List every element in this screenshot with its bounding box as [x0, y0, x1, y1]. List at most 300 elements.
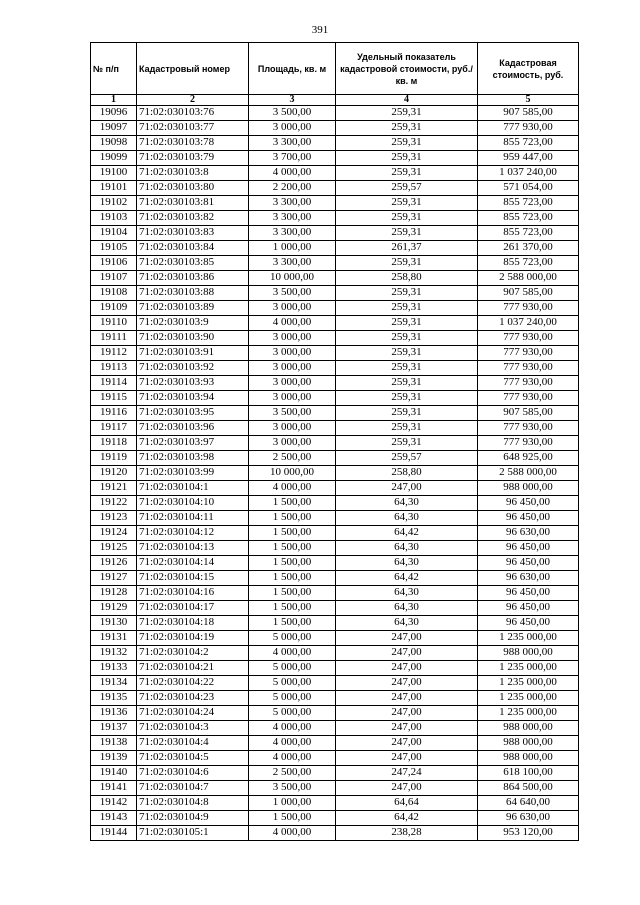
area-cell: 10 000,00 [249, 271, 336, 286]
cadastral-value-cell: 777 930,00 [478, 331, 579, 346]
specific-value-cell: 259,31 [336, 331, 478, 346]
specific-value-cell: 64,30 [336, 586, 478, 601]
cadastral-number-cell: 71:02:030104:21 [137, 661, 249, 676]
row-number-cell: 19107 [91, 271, 137, 286]
row-number-cell: 19114 [91, 376, 137, 391]
cadastral-value-cell: 907 585,00 [478, 286, 579, 301]
row-number-cell: 19127 [91, 571, 137, 586]
table-row [91, 556, 579, 571]
specific-value-cell: 64,30 [336, 496, 478, 511]
cadastral-value-cell: 96 450,00 [478, 586, 579, 601]
specific-value-cell: 64,30 [336, 541, 478, 556]
table-row [91, 196, 579, 211]
header-area: Площадь, кв. м [249, 43, 336, 95]
page-number: 391 [311, 24, 329, 36]
specific-value-cell: 259,31 [336, 196, 478, 211]
table-row [91, 616, 579, 631]
row-number-cell: 19128 [91, 586, 137, 601]
table-row [91, 571, 579, 586]
row-number-cell: 19118 [91, 436, 137, 451]
table-row [91, 166, 579, 181]
area-cell: 1 500,00 [249, 511, 336, 526]
cadastral-value-cell: 777 930,00 [478, 361, 579, 376]
specific-value-cell: 259,31 [336, 406, 478, 421]
specific-value-cell: 259,31 [336, 121, 478, 136]
cadastral-number-cell: 71:02:030103:81 [137, 196, 249, 211]
table-row [91, 181, 579, 196]
area-cell: 5 000,00 [249, 661, 336, 676]
cadastral-number-cell: 71:02:030103:88 [137, 286, 249, 301]
cadastral-number-cell: 71:02:030104:2 [137, 646, 249, 661]
row-number-cell: 19103 [91, 211, 137, 226]
table-row [91, 256, 579, 271]
area-cell: 4 000,00 [249, 646, 336, 661]
row-number-cell: 19106 [91, 256, 137, 271]
cadastral-number-cell: 71:02:030103:76 [137, 106, 249, 121]
row-number-cell: 19123 [91, 511, 137, 526]
table-row [91, 541, 579, 556]
specific-value-cell: 259,57 [336, 181, 478, 196]
area-cell: 3 300,00 [249, 256, 336, 271]
table-header-row [91, 43, 579, 95]
cadastral-number-cell: 71:02:030104:19 [137, 631, 249, 646]
specific-value-cell: 259,31 [336, 166, 478, 181]
specific-value-cell: 259,31 [336, 346, 478, 361]
table-row [91, 601, 579, 616]
cadastral-number-cell: 71:02:030104:18 [137, 616, 249, 631]
area-cell: 4 000,00 [249, 481, 336, 496]
table-row [91, 466, 579, 481]
cadastral-value-cell: 988 000,00 [478, 736, 579, 751]
cadastral-value-table [90, 42, 579, 841]
table-row [91, 271, 579, 286]
cadastral-number-cell: 71:02:030103:99 [137, 466, 249, 481]
area-cell: 4 000,00 [249, 751, 336, 766]
specific-value-cell: 259,31 [336, 151, 478, 166]
specific-value-cell: 259,31 [336, 391, 478, 406]
row-number-cell: 19108 [91, 286, 137, 301]
area-cell: 4 000,00 [249, 316, 336, 331]
row-number-cell: 19126 [91, 556, 137, 571]
table-row [91, 751, 579, 766]
column-index: 5 [478, 95, 579, 106]
area-cell: 1 500,00 [249, 526, 336, 541]
cadastral-value-cell: 96 450,00 [478, 541, 579, 556]
specific-value-cell: 258,80 [336, 271, 478, 286]
cadastral-value-cell: 988 000,00 [478, 721, 579, 736]
table-row [91, 136, 579, 151]
header-cadastral-value: Кадастровая стоимость, руб. [478, 43, 579, 95]
specific-value-cell: 64,30 [336, 556, 478, 571]
row-number-cell: 19113 [91, 361, 137, 376]
table-row [91, 811, 579, 826]
cadastral-number-cell: 71:02:030103:84 [137, 241, 249, 256]
table-row [91, 316, 579, 331]
cadastral-value-cell: 907 585,00 [478, 106, 579, 121]
row-number-cell: 19101 [91, 181, 137, 196]
cadastral-value-cell: 648 925,00 [478, 451, 579, 466]
table-row [91, 211, 579, 226]
cadastral-value-cell: 96 630,00 [478, 811, 579, 826]
cadastral-value-cell: 988 000,00 [478, 751, 579, 766]
specific-value-cell: 259,31 [336, 436, 478, 451]
area-cell: 5 000,00 [249, 631, 336, 646]
area-cell: 5 000,00 [249, 691, 336, 706]
cadastral-number-cell: 71:02:030103:83 [137, 226, 249, 241]
specific-value-cell: 64,30 [336, 601, 478, 616]
row-number-cell: 19140 [91, 766, 137, 781]
row-number-cell: 19129 [91, 601, 137, 616]
cadastral-number-cell: 71:02:030103:82 [137, 211, 249, 226]
table-row [91, 286, 579, 301]
cadastral-value-cell: 777 930,00 [478, 391, 579, 406]
cadastral-number-cell: 71:02:030104:7 [137, 781, 249, 796]
cadastral-value-cell: 1 037 240,00 [478, 316, 579, 331]
row-number-cell: 19112 [91, 346, 137, 361]
cadastral-number-cell: 71:02:030104:8 [137, 796, 249, 811]
table-row [91, 481, 579, 496]
specific-value-cell: 238,28 [336, 826, 478, 841]
specific-value-cell: 259,31 [336, 286, 478, 301]
row-number-cell: 19135 [91, 691, 137, 706]
specific-value-cell: 259,31 [336, 361, 478, 376]
row-number-cell: 19117 [91, 421, 137, 436]
specific-value-cell: 259,31 [336, 106, 478, 121]
area-cell: 4 000,00 [249, 166, 336, 181]
row-number-cell: 19110 [91, 316, 137, 331]
cadastral-number-cell: 71:02:030103:96 [137, 421, 249, 436]
table-row [91, 721, 579, 736]
specific-value-cell: 247,00 [336, 661, 478, 676]
cadastral-number-cell: 71:02:030103:90 [137, 331, 249, 346]
table-row [91, 331, 579, 346]
row-number-cell: 19098 [91, 136, 137, 151]
cadastral-number-cell: 71:02:030103:86 [137, 271, 249, 286]
table-row [91, 496, 579, 511]
specific-value-cell: 259,31 [336, 421, 478, 436]
area-cell: 1 500,00 [249, 616, 336, 631]
cadastral-number-cell: 71:02:030103:93 [137, 376, 249, 391]
area-cell: 2 500,00 [249, 451, 336, 466]
row-number-cell: 19122 [91, 496, 137, 511]
specific-value-cell: 259,31 [336, 301, 478, 316]
cadastral-value-cell: 907 585,00 [478, 406, 579, 421]
area-cell: 3 300,00 [249, 196, 336, 211]
cadastral-number-cell: 71:02:030104:15 [137, 571, 249, 586]
cadastral-number-cell: 71:02:030103:85 [137, 256, 249, 271]
area-cell: 3 500,00 [249, 781, 336, 796]
cadastral-value-cell: 777 930,00 [478, 301, 579, 316]
cadastral-number-cell: 71:02:030104:16 [137, 586, 249, 601]
cadastral-number-cell: 71:02:030103:95 [137, 406, 249, 421]
row-number-cell: 19099 [91, 151, 137, 166]
table-row [91, 361, 579, 376]
cadastral-number-cell: 71:02:030103:78 [137, 136, 249, 151]
table-row [91, 121, 579, 136]
cadastral-value-cell: 1 235 000,00 [478, 631, 579, 646]
column-index: 3 [249, 95, 336, 106]
specific-value-cell: 64,42 [336, 811, 478, 826]
area-cell: 2 200,00 [249, 181, 336, 196]
cadastral-number-cell: 71:02:030104:14 [137, 556, 249, 571]
row-number-cell: 19105 [91, 241, 137, 256]
table-body [91, 106, 579, 841]
row-number-cell: 19097 [91, 121, 137, 136]
table-row [91, 436, 579, 451]
cadastral-value-cell: 96 450,00 [478, 556, 579, 571]
cadastral-number-cell: 71:02:030103:89 [137, 301, 249, 316]
table-row [91, 106, 579, 121]
specific-value-cell: 247,00 [336, 751, 478, 766]
row-number-cell: 19137 [91, 721, 137, 736]
cadastral-number-cell: 71:02:030103:9 [137, 316, 249, 331]
area-cell: 1 500,00 [249, 556, 336, 571]
cadastral-number-cell: 71:02:030103:79 [137, 151, 249, 166]
table-row [91, 796, 579, 811]
cadastral-value-cell: 96 630,00 [478, 571, 579, 586]
area-cell: 3 000,00 [249, 301, 336, 316]
table-row [91, 421, 579, 436]
row-number-cell: 19116 [91, 406, 137, 421]
specific-value-cell: 64,30 [336, 511, 478, 526]
cadastral-value-cell: 618 100,00 [478, 766, 579, 781]
table-row [91, 781, 579, 796]
area-cell: 3 000,00 [249, 391, 336, 406]
row-number-cell: 19102 [91, 196, 137, 211]
row-number-cell: 19143 [91, 811, 137, 826]
table-row [91, 631, 579, 646]
area-cell: 3 500,00 [249, 406, 336, 421]
cadastral-value-cell: 855 723,00 [478, 226, 579, 241]
cadastral-number-cell: 71:02:030104:9 [137, 811, 249, 826]
cadastral-value-cell: 777 930,00 [478, 346, 579, 361]
header-specific-value: Удельный показатель кадастровой стоимости, руб./кв. м [336, 43, 478, 95]
table-row [91, 736, 579, 751]
specific-value-cell: 64,42 [336, 571, 478, 586]
specific-value-cell: 247,00 [336, 706, 478, 721]
table-row [91, 346, 579, 361]
cadastral-number-cell: 71:02:030103:94 [137, 391, 249, 406]
area-cell: 2 500,00 [249, 766, 336, 781]
row-number-cell: 19138 [91, 736, 137, 751]
cadastral-value-cell: 777 930,00 [478, 376, 579, 391]
table-row [91, 661, 579, 676]
table-row [91, 301, 579, 316]
area-cell: 1 500,00 [249, 541, 336, 556]
row-number-cell: 19133 [91, 661, 137, 676]
table-row [91, 586, 579, 601]
cadastral-number-cell: 71:02:030104:22 [137, 676, 249, 691]
area-cell: 3 000,00 [249, 346, 336, 361]
cadastral-number-cell: 71:02:030104:12 [137, 526, 249, 541]
specific-value-cell: 259,31 [336, 136, 478, 151]
cadastral-value-cell: 96 450,00 [478, 601, 579, 616]
cadastral-value-cell: 1 235 000,00 [478, 661, 579, 676]
specific-value-cell: 247,00 [336, 481, 478, 496]
cadastral-number-cell: 71:02:030104:3 [137, 721, 249, 736]
cadastral-number-cell: 71:02:030103:80 [137, 181, 249, 196]
cadastral-value-cell: 1 235 000,00 [478, 691, 579, 706]
area-cell: 4 000,00 [249, 721, 336, 736]
specific-value-cell: 259,31 [336, 316, 478, 331]
cadastral-value-cell: 855 723,00 [478, 256, 579, 271]
row-number-cell: 19134 [91, 676, 137, 691]
specific-value-cell: 247,00 [336, 631, 478, 646]
cadastral-value-cell: 571 054,00 [478, 181, 579, 196]
table-row [91, 706, 579, 721]
cadastral-value-cell: 2 588 000,00 [478, 466, 579, 481]
specific-value-cell: 259,31 [336, 211, 478, 226]
cadastral-number-cell: 71:02:030103:77 [137, 121, 249, 136]
cadastral-value-cell: 64 640,00 [478, 796, 579, 811]
row-number-cell: 19119 [91, 451, 137, 466]
cadastral-value-cell: 2 588 000,00 [478, 271, 579, 286]
cadastral-number-cell: 71:02:030104:24 [137, 706, 249, 721]
area-cell: 3 300,00 [249, 226, 336, 241]
cadastral-value-cell: 777 930,00 [478, 121, 579, 136]
cadastral-value-cell: 855 723,00 [478, 196, 579, 211]
cadastral-value-cell: 96 450,00 [478, 616, 579, 631]
column-index: 4 [336, 95, 478, 106]
header-row-number: № п/п [91, 43, 137, 95]
row-number-cell: 19144 [91, 826, 137, 841]
cadastral-value-cell: 988 000,00 [478, 646, 579, 661]
specific-value-cell: 64,30 [336, 616, 478, 631]
area-cell: 3 000,00 [249, 421, 336, 436]
table-row [91, 826, 579, 841]
row-number-cell: 19131 [91, 631, 137, 646]
area-cell: 10 000,00 [249, 466, 336, 481]
cadastral-value-cell: 96 630,00 [478, 526, 579, 541]
cadastral-value-cell: 96 450,00 [478, 511, 579, 526]
specific-value-cell: 247,00 [336, 781, 478, 796]
area-cell: 3 000,00 [249, 436, 336, 451]
cadastral-number-cell: 71:02:030103:91 [137, 346, 249, 361]
area-cell: 1 500,00 [249, 586, 336, 601]
table-row [91, 406, 579, 421]
specific-value-cell: 247,00 [336, 676, 478, 691]
cadastral-value-cell: 777 930,00 [478, 421, 579, 436]
specific-value-cell: 247,00 [336, 721, 478, 736]
cadastral-number-cell: 71:02:030104:11 [137, 511, 249, 526]
cadastral-value-cell: 959 447,00 [478, 151, 579, 166]
specific-value-cell: 259,31 [336, 256, 478, 271]
specific-value-cell: 64,64 [336, 796, 478, 811]
table-row [91, 676, 579, 691]
cadastral-value-cell: 261 370,00 [478, 241, 579, 256]
specific-value-cell: 247,00 [336, 691, 478, 706]
cadastral-number-cell: 71:02:030104:13 [137, 541, 249, 556]
area-cell: 5 000,00 [249, 706, 336, 721]
row-number-cell: 19115 [91, 391, 137, 406]
row-number-cell: 19136 [91, 706, 137, 721]
cadastral-number-cell: 71:02:030103:97 [137, 436, 249, 451]
area-cell: 1 000,00 [249, 796, 336, 811]
area-cell: 3 700,00 [249, 151, 336, 166]
cadastral-value-cell: 777 930,00 [478, 436, 579, 451]
specific-value-cell: 258,80 [336, 466, 478, 481]
cadastral-number-cell: 71:02:030104:23 [137, 691, 249, 706]
row-number-cell: 19100 [91, 166, 137, 181]
area-cell: 1 500,00 [249, 601, 336, 616]
area-cell: 1 500,00 [249, 496, 336, 511]
specific-value-cell: 247,00 [336, 646, 478, 661]
cadastral-number-cell: 71:02:030104:10 [137, 496, 249, 511]
cadastral-value-cell: 96 450,00 [478, 496, 579, 511]
cadastral-value-cell: 855 723,00 [478, 136, 579, 151]
area-cell: 3 000,00 [249, 331, 336, 346]
row-number-cell: 19109 [91, 301, 137, 316]
cadastral-number-cell: 71:02:030104:5 [137, 751, 249, 766]
table-row [91, 451, 579, 466]
specific-value-cell: 259,31 [336, 376, 478, 391]
row-number-cell: 19111 [91, 331, 137, 346]
area-cell: 3 000,00 [249, 376, 336, 391]
table-row [91, 526, 579, 541]
area-cell: 1 500,00 [249, 811, 336, 826]
area-cell: 3 500,00 [249, 106, 336, 121]
table-row [91, 691, 579, 706]
cadastral-number-cell: 71:02:030104:4 [137, 736, 249, 751]
specific-value-cell: 259,31 [336, 226, 478, 241]
specific-value-cell: 64,42 [336, 526, 478, 541]
column-index: 2 [137, 95, 249, 106]
cadastral-number-cell: 71:02:030104:6 [137, 766, 249, 781]
cadastral-value-cell: 1 235 000,00 [478, 706, 579, 721]
row-number-cell: 19130 [91, 616, 137, 631]
row-number-cell: 19125 [91, 541, 137, 556]
area-cell: 1 000,00 [249, 241, 336, 256]
cadastral-value-cell: 953 120,00 [478, 826, 579, 841]
header-cadastral-number: Кадастровый номер [137, 43, 249, 95]
table-row [91, 511, 579, 526]
area-cell: 1 500,00 [249, 571, 336, 586]
specific-value-cell: 259,57 [336, 451, 478, 466]
cadastral-value-cell: 988 000,00 [478, 481, 579, 496]
specific-value-cell: 247,24 [336, 766, 478, 781]
row-number-cell: 19142 [91, 796, 137, 811]
specific-value-cell: 247,00 [336, 736, 478, 751]
table-row [91, 151, 579, 166]
area-cell: 3 500,00 [249, 286, 336, 301]
cadastral-number-cell: 71:02:030103:8 [137, 166, 249, 181]
cadastral-number-cell: 71:02:030105:1 [137, 826, 249, 841]
area-cell: 4 000,00 [249, 826, 336, 841]
cadastral-number-cell: 71:02:030103:92 [137, 361, 249, 376]
row-number-cell: 19121 [91, 481, 137, 496]
cadastral-value-cell: 1 235 000,00 [478, 676, 579, 691]
column-index-row [91, 95, 579, 106]
cadastral-value-cell: 864 500,00 [478, 781, 579, 796]
row-number-cell: 19096 [91, 106, 137, 121]
area-cell: 3 000,00 [249, 361, 336, 376]
table-row [91, 646, 579, 661]
cadastral-number-cell: 71:02:030104:17 [137, 601, 249, 616]
row-number-cell: 19104 [91, 226, 137, 241]
row-number-cell: 19132 [91, 646, 137, 661]
cadastral-value-cell: 855 723,00 [478, 211, 579, 226]
area-cell: 3 300,00 [249, 136, 336, 151]
cadastral-value-cell: 1 037 240,00 [478, 166, 579, 181]
cadastral-number-cell: 71:02:030103:98 [137, 451, 249, 466]
table-row [91, 226, 579, 241]
column-index: 1 [91, 95, 137, 106]
row-number-cell: 19124 [91, 526, 137, 541]
area-cell: 4 000,00 [249, 736, 336, 751]
specific-value-cell: 261,37 [336, 241, 478, 256]
table-row [91, 766, 579, 781]
row-number-cell: 19120 [91, 466, 137, 481]
